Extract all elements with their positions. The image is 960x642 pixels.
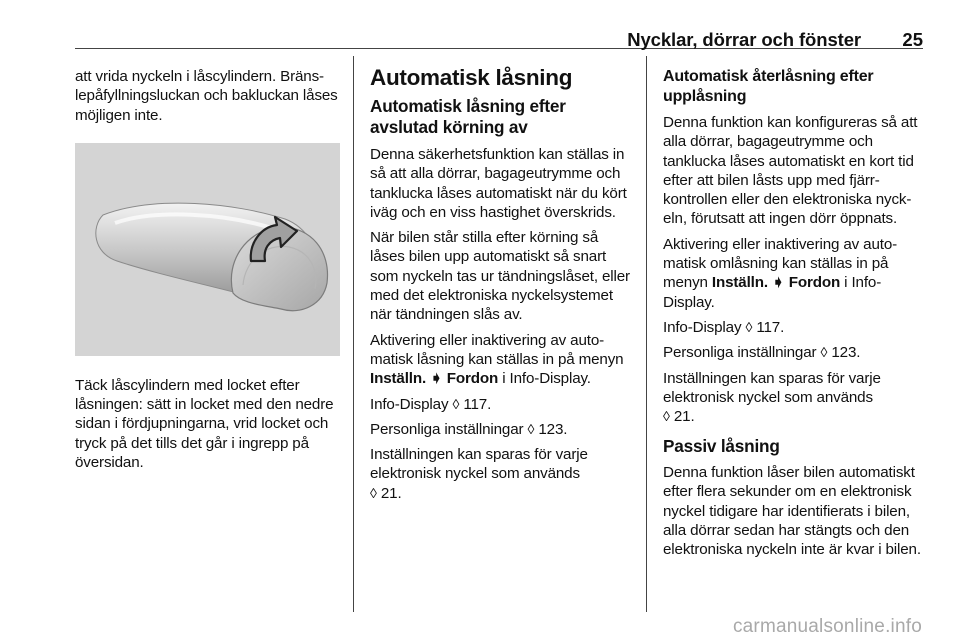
watermark: carmanualsonline.info: [732, 616, 922, 637]
subsection-heading: Automatisk återlåsning efter upplåsning: [663, 68, 874, 105]
paragraph: Denna funktion kan konfigureras så att alla dörrar, bagageutrymme och tanklucka låses automatiskt en kort tid efter att bilen låsts upp med fjärrkontrollen eller den elektroniska nyckeln, förutsatt att ingen dörr öppnats.: [663, 114, 918, 228]
cross-reference: Info-Display ◊ 117.: [663, 318, 785, 336]
cross-reference: Info-Display ◊ 117.: [370, 395, 492, 413]
reference-icon: ◊: [527, 420, 535, 437]
subsection-heading: Automatisk låsning efter avslutad körning av: [370, 96, 566, 137]
reference-icon: ◊: [745, 318, 753, 335]
paragraph: Aktivering eller inaktivering av automatisk låsning kan ställas in på menyn Inställn. ➧ Fordon i Info-Display.: [370, 331, 624, 388]
paragraph: Inställningen kan sparas för varje elektronisk nyckel som används ◊ 21.: [663, 369, 881, 426]
page-number: 25: [902, 29, 923, 50]
door-handle-illustration: [75, 143, 340, 356]
paragraph: När bilen står stilla efter körning så låses bilen upp automatiskt så snart som nyckeln tas ur tändningslåset, eller med det elektroniska nyckelsystemet när tändningen slås av.: [370, 229, 630, 324]
page-title: Nycklar, dörrar och fönster: [627, 29, 861, 50]
reference-icon: ◊: [370, 484, 377, 501]
cross-reference: Personliga inställningar ◊ 123.: [663, 344, 861, 362]
reference-icon: ◊: [452, 395, 460, 412]
paragraph: Denna funktion låser bilen automatiskt efter flera sekunder om en elektronisk nyckel tidigare har identifierats i bilen, alla dörrar sedan har stängts och den elektroniska nyckeln inte är kvar i bilen.: [663, 463, 921, 559]
menu-item: Fordon: [788, 274, 841, 292]
column-right: [663, 64, 927, 565]
door-handle-graphic: [75, 143, 340, 356]
paragraph: Aktivering eller inaktivering av automatisk omlåsning kan ställas in på menyn Inställn. ➧ Fordon i Info-Display.: [663, 235, 898, 311]
paragraph: Denna säkerhetsfunktion kan ställas in så att alla dörrar, bagageutrymme och tanklucka låses automatiskt när du kört iväg och en viss hastighet överskrids.: [370, 146, 627, 221]
menu-item: Inställn.: [370, 370, 427, 388]
arrow-icon: ➧: [430, 370, 443, 388]
column-divider: [646, 56, 647, 612]
page-header: [75, 0, 923, 49]
paragraph: Inställningen kan sparas för varje elektronisk nyckel som används ◊ 21.: [370, 446, 588, 502]
intro-paragraph: att vrida nyckeln i låscylindern. Bränslepåfyllningsluckan och bakluckan låses möjligen inte.: [75, 68, 338, 124]
arrow-icon: ➧: [772, 274, 785, 292]
reference-icon: ◊: [820, 344, 828, 361]
reference-icon: ◊: [663, 408, 670, 425]
column-divider: [353, 56, 354, 612]
column-middle: [370, 64, 634, 509]
figure-caption: Täck låscylindern med locket efter låsningen: sätt in locket med den nedre sidan i fördjupningarna, vrid locket och tryck på det tills det går i ingrepp på översidan.: [75, 376, 334, 472]
cross-reference: Personliga inställningar ◊ 123.: [370, 420, 568, 438]
section-heading: Automatisk låsning: [370, 65, 573, 90]
menu-item: Inställn.: [711, 274, 768, 292]
column-left: [75, 64, 340, 478]
menu-item: Fordon: [446, 370, 499, 388]
subsection-heading: Passiv låsning: [663, 436, 780, 457]
